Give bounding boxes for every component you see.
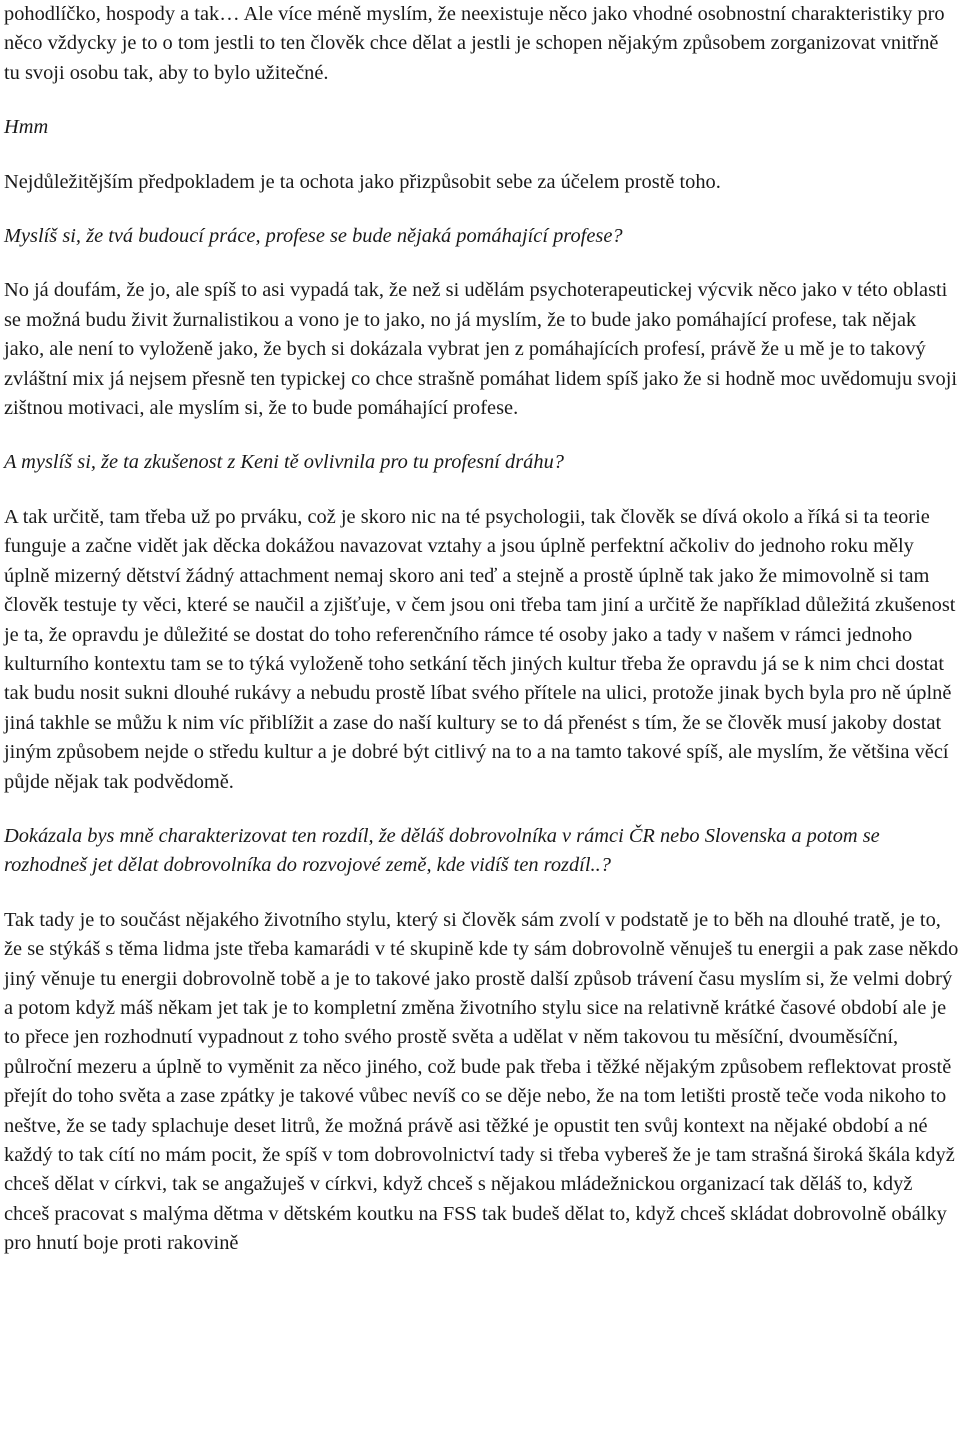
answer-paragraph: No já doufám, že jo, ale spíš to asi vypadá tak, že než si udělám psychoterapeutickej výcvik něco jako v této oblasti se možná budu živit žurnalistikou a vono je to jako, no já myslím, že to bude jako pomáhající profese, tak nějak jako, ale není to vyloženě jako, že bych si dokázala vybrat jen z pomáhajících profesí, právě že u mě je to takový zvláštní mix já nejsem přesně ten typickej co chce strašně pomáhat lidem spíš jako že si hodně moc uvědomuju svoji zištnou motivaci, ale myslím si, že to bude pomáhající profese. (4, 279, 958, 420)
answer-paragraph: Tak tady je to součást nějakého životního stylu, který si člověk sám zvolí v podstatě je to běh na dlouhé tratě, je to, že se stýkáš s těma lidma jste třeba kamarádi v té skupině kde ty sám dobrovolně věnuješ tu energii a pak zase někdo jiný věnuje tu energii dobrovolně tobě a je to takové jako prostě další způsob trávení času myslím si, že velmi dobrý a potom když máš někam jet tak je to kompletní změna životního stylu sice na relativně krátké časové období ale je to přece jen rozhodnutí vypadnout z toho svého prostě světa a udělat v něm takovou tu měsíční, dvouměsíční, půlroční mezeru a úplně to vyměnit za něco jiného, což bude pak třeba i těžké nějakým způsobem reflektovat prostě přejít do toho světa a zase zpátky je takové vůbec nevíš co se děje nebo, že na tom letišti prostě teče voda nikoho to neštve, že se tady splachuje deset litrů, že možná právě asi těžké je opustit ten svůj kontext na nějaké období a né každý to tak cítí no mám pocit, že spíš v tom dobrovolnictví tady si třeba vybereš že je tam strašná široká škála když chceš dělat v církvi, tak se angažuješ v církvi, když chceš s nějakou mládežnickou organizací tak děláš to, když chceš pracovat s malýma dětma v dětském koutku na FSS tak budeš dělat to, když chceš skládat dobrovolně obálky pro hnutí boje proti rakovině (4, 908, 959, 1255)
answer-paragraph: pohodlíčko, hospody a tak… Ale více méně myslím, že neexistuje něco jako vhodné osobnostní charakteristiky pro něco vždycky je to o tom jestli to ten člověk chce dělat a jestli je schopen nějakým způsobem zorganizovat vnitřně tu svoji osobu tak, aby to bylo užitečné. (4, 3, 945, 84)
answer-paragraph: Nejdůležitějším předpokladem je ta ochota jako přizpůsobit sebe za účelem prostě toho. (4, 170, 721, 193)
document-page (4, 0, 959, 1259)
question-paragraph: Dokázala bys mně charakterizovat ten rozdíl, že děláš dobrovolníka v rámci ČR nebo Slovenska a potom se rozhodneš jet dělat dobrovolníka do rozvojové země, kde vidíš ten rozdíl..? (4, 824, 880, 877)
question-paragraph: Myslíš si, že tvá budoucí práce, profese se bude nějaká pomáhající profese? (4, 225, 623, 248)
answer-paragraph: A tak určitě, tam třeba už po prváku, což je skoro nic na té psychologii, tak člověk se dívá okolo a říká si ta teorie funguje a začne vidět jak děcka dokážou navazovat vztahy a jsou úplně perfektní ačkoliv do jednoho roku měly úplně mizerný dětství žádný attachment nemaj skoro ani teď a stejně a prostě úplně tak jako že mimovolně si tam člověk testuje ty věci, které se naučil a zjišťuje, v čem jsou oni třeba tam jiní a určitě že například důležitá zkušenost je ta, že opravdu je důležité se dostat do toho referenčního rámce té osoby jako a tady v našem v rámci jednoho kulturního kontextu tam se to týká vyloženě toho setkání těch jiných kultur třeba že opravdu já se k nim chci dostat tak budu nosit sukni dlouhé rukávy a nebudu prostě líbat svého přítele na ulici, protože jinak bych byla pro ně úplně jiná takhle se můžu k nim víc přiblížit a zase do naší kultury se to dá přenést s tím, že se člověk musí jakoby dostat jiným způsobem nejde o středu kultur a je dobré být citlivý na to a na tamto takové spíš, ale myslím, že většina věcí půjde nějak tak podvědomě. (4, 505, 956, 793)
question-paragraph: Hmm (4, 116, 49, 139)
question-paragraph: A myslíš si, že ta zkušenost z Keni tě ovlivnila pro tu profesní dráhu? (4, 451, 564, 474)
